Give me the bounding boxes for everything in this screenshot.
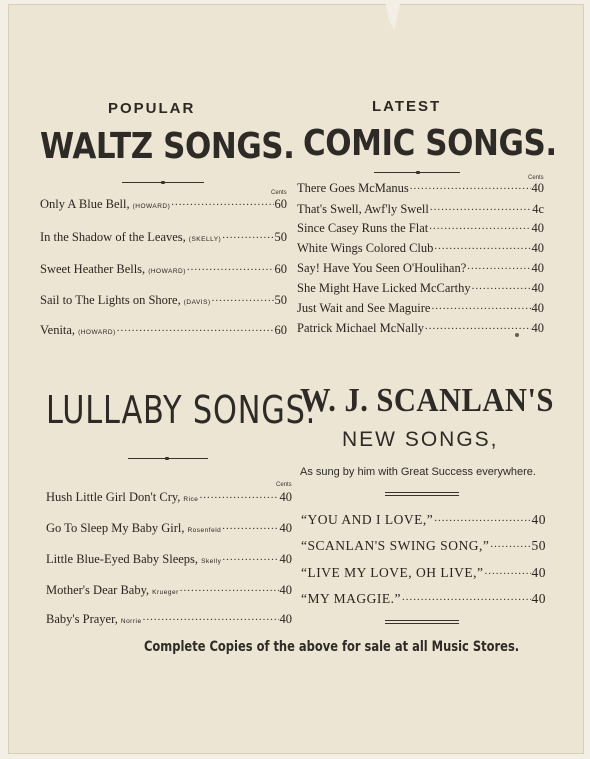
song-price: 40 (531, 261, 544, 275)
song-title: Baby's Prayer, (46, 612, 118, 626)
song-price: 40 (531, 281, 544, 295)
song-title: There Goes McManus (297, 181, 409, 195)
song-price: 60 (274, 262, 287, 276)
scanlan-subtitle: NEW SONGS, (342, 428, 499, 451)
song-title: Sweet Heather Bells, (40, 262, 146, 276)
song-title: Since Casey Runs the Flat (297, 221, 429, 235)
comic-song-row (297, 181, 544, 196)
song-price: 4c (532, 202, 544, 216)
leader-dots (431, 302, 530, 312)
waltz-title: WALTZ SONGS. (40, 126, 295, 167)
song-price: 40 (279, 552, 292, 566)
leader-dots (472, 282, 531, 292)
scanlan-divider-top-double (385, 495, 459, 496)
footer-note: Complete Copies of the above for sale at all Music Stores. (144, 639, 520, 655)
leader-dots (484, 567, 530, 577)
song-title: Little Blue-Eyed Baby Sleeps, (46, 552, 199, 566)
waltz-song-row (40, 197, 287, 212)
song-title: “LIVE MY LOVE, OH LIVE,” (301, 565, 484, 580)
leader-dots (429, 222, 530, 232)
scanlan-divider-top (385, 492, 459, 493)
song-price: 40 (531, 241, 544, 255)
song-title: Just Wait and See Maguire (297, 301, 431, 315)
comic-kicker: LATEST (372, 98, 442, 115)
song-composer: (HOWARD) (78, 329, 116, 336)
song-price: 40 (531, 321, 544, 335)
song-price: 50 (274, 293, 287, 307)
leader-dots (143, 613, 279, 623)
comic-song-row (297, 301, 544, 316)
waltz-song-row (40, 293, 287, 308)
song-title: “MY MAGGIE.” (301, 591, 401, 606)
song-composer: Norrie (120, 618, 142, 625)
song-price: 40 (279, 521, 292, 535)
song-price: 50 (531, 538, 546, 553)
song-title: Say! Have You Seen O'Houlihan? (297, 261, 467, 275)
leader-dots (222, 231, 273, 241)
waltz-cents-label: Cents (271, 190, 287, 196)
comic-divider-ornament (416, 171, 420, 174)
song-composer: Rice (183, 496, 199, 503)
scanlan-song-row (301, 538, 546, 554)
lullaby-song-row (46, 490, 292, 505)
leader-dots (430, 203, 531, 213)
waltz-divider-ornament (161, 181, 165, 184)
waltz-song-row (40, 262, 287, 277)
scanlan-title: W. J. SCANLAN'S (300, 382, 554, 419)
song-title: Mother's Dear Baby, (46, 583, 150, 597)
scanlan-song-row (301, 512, 546, 528)
song-price: 40 (531, 591, 546, 606)
comic-song-row (297, 321, 544, 336)
song-price: 40 (531, 181, 544, 195)
song-composer: Rosenfeld (187, 527, 222, 534)
lullaby-song-row (46, 521, 292, 536)
leader-dots (490, 540, 530, 550)
ink-smudge (515, 333, 519, 337)
song-price: 40 (531, 512, 546, 527)
leader-dots (171, 198, 273, 208)
lullaby-divider-ornament (165, 457, 169, 460)
song-price: 50 (274, 230, 287, 244)
comic-song-row (297, 202, 544, 217)
leader-dots (222, 553, 278, 563)
comic-song-row (297, 281, 544, 296)
leader-dots (180, 584, 279, 594)
song-title: Sail to The Lights on Shore, (40, 293, 181, 307)
song-price: 60 (274, 323, 287, 337)
leader-dots (187, 263, 274, 273)
song-price: 40 (279, 612, 292, 626)
leader-dots (117, 324, 274, 334)
scanlan-tagline: As sung by him with Great Success everywhere. (300, 466, 536, 478)
lullaby-song-row (46, 552, 292, 567)
song-title: Only A Blue Bell, (40, 197, 130, 211)
song-price: 40 (531, 565, 546, 580)
song-price: 40 (279, 583, 292, 597)
leader-dots (199, 491, 278, 501)
song-title: She Might Have Licked McCarthy (297, 281, 471, 295)
song-title: “SCANLAN'S SWING SONG,” (301, 538, 490, 553)
song-title: “YOU AND I LOVE,” (301, 512, 434, 527)
comic-song-row (297, 221, 544, 236)
song-composer: Krueger (152, 589, 179, 596)
song-title: Go To Sleep My Baby Girl, (46, 521, 185, 535)
song-price: 40 (531, 301, 544, 315)
scanlan-divider-bottom-double (385, 623, 459, 624)
song-title: Patrick Michael McNally (297, 321, 425, 335)
song-title: That's Swell, Awf'ly Swell (297, 202, 429, 216)
song-composer: Skelly (201, 558, 222, 565)
waltz-kicker: POPULAR (108, 100, 196, 117)
leader-dots (434, 514, 530, 524)
song-composer: (HOWARD) (132, 203, 171, 210)
comic-song-row (297, 261, 544, 276)
leader-dots (425, 322, 530, 332)
leader-dots (222, 522, 278, 532)
waltz-song-row (40, 323, 287, 338)
song-composer: (DAVIS) (183, 299, 211, 306)
lullaby-song-row (46, 583, 292, 598)
lullaby-title: LULLABY SONGS. (46, 388, 317, 432)
song-composer: (SKELLY) (188, 236, 222, 243)
scanlan-song-row (301, 591, 546, 607)
scanlan-divider-bottom (385, 620, 459, 621)
song-price: 60 (274, 197, 287, 211)
song-title: White Wings Colored Club (297, 241, 434, 255)
song-title: Venita, (40, 323, 76, 337)
lullaby-song-row (46, 612, 292, 627)
comic-cents-label: Cents (528, 175, 544, 181)
leader-dots (410, 182, 531, 192)
song-title: In the Shadow of the Leaves, (40, 230, 186, 244)
song-price: 40 (279, 490, 292, 504)
waltz-song-row (40, 230, 287, 245)
comic-song-row (297, 241, 544, 256)
comic-title: COMIC SONGS. (303, 123, 557, 164)
song-title: Hush Little Girl Don't Cry, (46, 490, 181, 504)
leader-dots (434, 242, 530, 252)
leader-dots (467, 262, 530, 272)
leader-dots (212, 294, 274, 304)
song-price: 40 (531, 221, 544, 235)
scanlan-song-row (301, 565, 546, 581)
song-composer: (HOWARD) (148, 268, 186, 275)
lullaby-cents-label: Cents (276, 482, 292, 488)
leader-dots (402, 593, 531, 603)
